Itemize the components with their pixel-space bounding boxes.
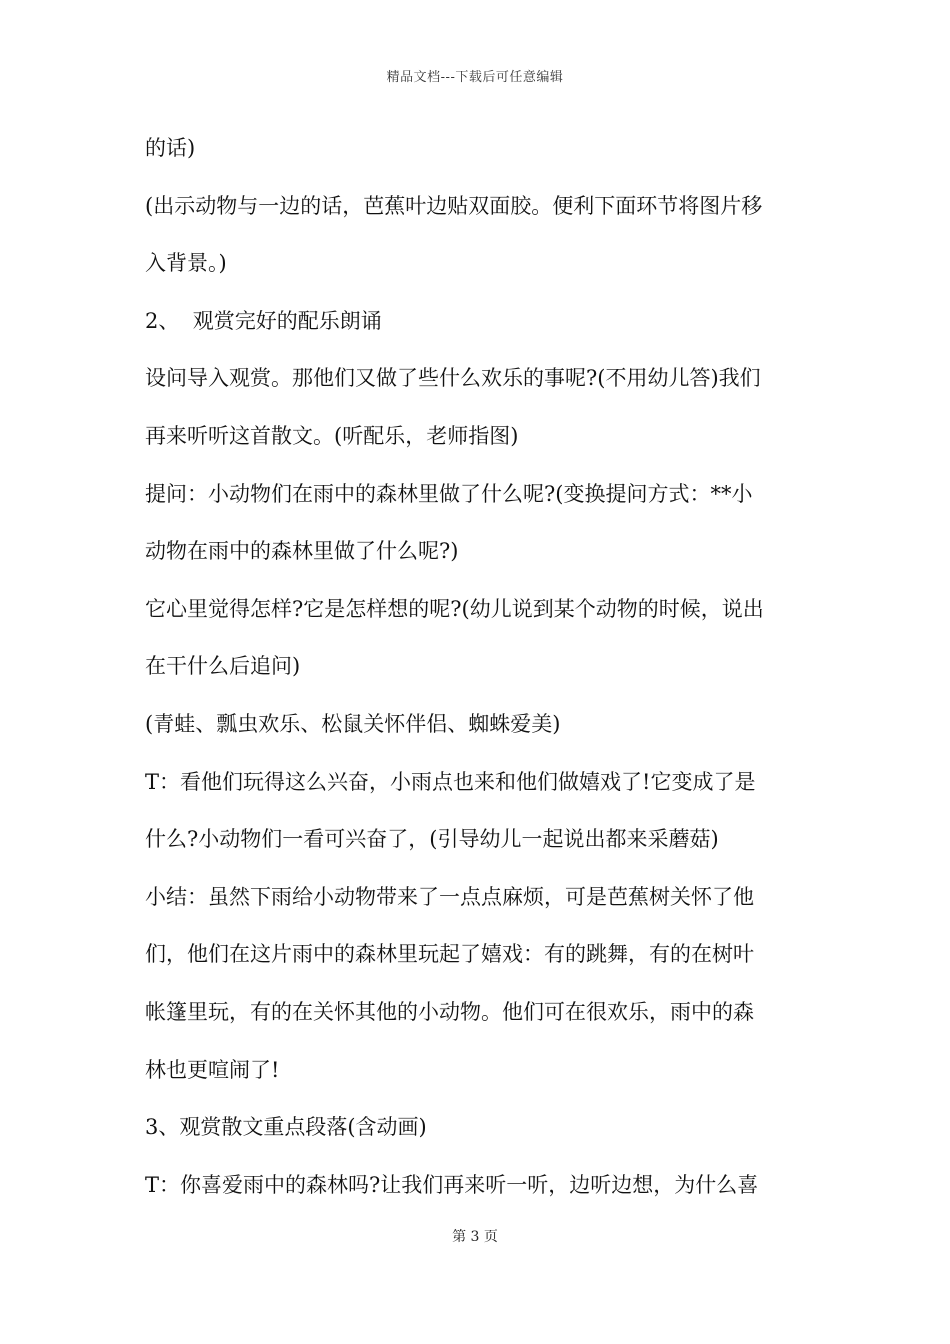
text-line: 小结：虽然下雨给小动物带来了一点点麻烦，可是芭蕉树关怀了他 [145,884,754,909]
page-header: 精品文档---下载后可任意编辑 [386,70,564,85]
text-line: 提问：小动物们在雨中的森林里做了什么呢?(变换提问方式：**小 [145,481,753,506]
text-line: 它心里觉得怎样?它是怎样想的呢?(幼儿说到某个动物的时候，说出 [145,596,764,621]
text-line: 林也更喧闹了! [145,1057,280,1082]
text-line: (青蛙、瓢虫欢乐、松鼠关怀伴侣、蜘蛛爱美) [145,711,561,736]
section-heading: 3、观赏散文重点段落(含动画) [145,1115,427,1140]
text-line: T：你喜爱雨中的森林吗?让我们再来听一听，边听边想，为什么喜 [145,1172,759,1197]
text-line: (出示动物与一边的话，芭蕉叶边贴双面胶。便利下面环节将图片移 [145,193,763,218]
text-line: 在干什么后追问) [145,654,301,679]
text-line: 什么?小动物们一看可兴奋了，(引导幼儿一起说出都来采蘑菇) [145,827,719,852]
text-line: 设问导入观赏。那他们又做了些什么欢乐的事呢?(不用幼儿答)我们 [145,366,761,391]
page-number: 第 3 页 [452,1229,498,1245]
section-heading: 2、 观赏完好的配乐朗诵 [145,308,382,333]
text-line: 入背景。) [145,251,227,276]
text-line: 帐篷里玩，有的在关怀其他的小动物。他们可在很欢乐，雨中的森 [145,999,754,1024]
text-line: 们，他们在这片雨中的森林里玩起了嬉戏：有的跳舞，有的在树叶 [145,942,754,967]
document-body [145,128,813,1222]
text-line: 再来听听这首散文。(听配乐，老师指图) [145,423,519,448]
text-line: 动物在雨中的森林里做了什么呢?) [145,539,459,564]
text-line: T：看他们玩得这么兴奋，小雨点也来和他们做嬉戏了!它变成了是 [145,769,756,794]
text-line: 的话) [145,136,196,160]
